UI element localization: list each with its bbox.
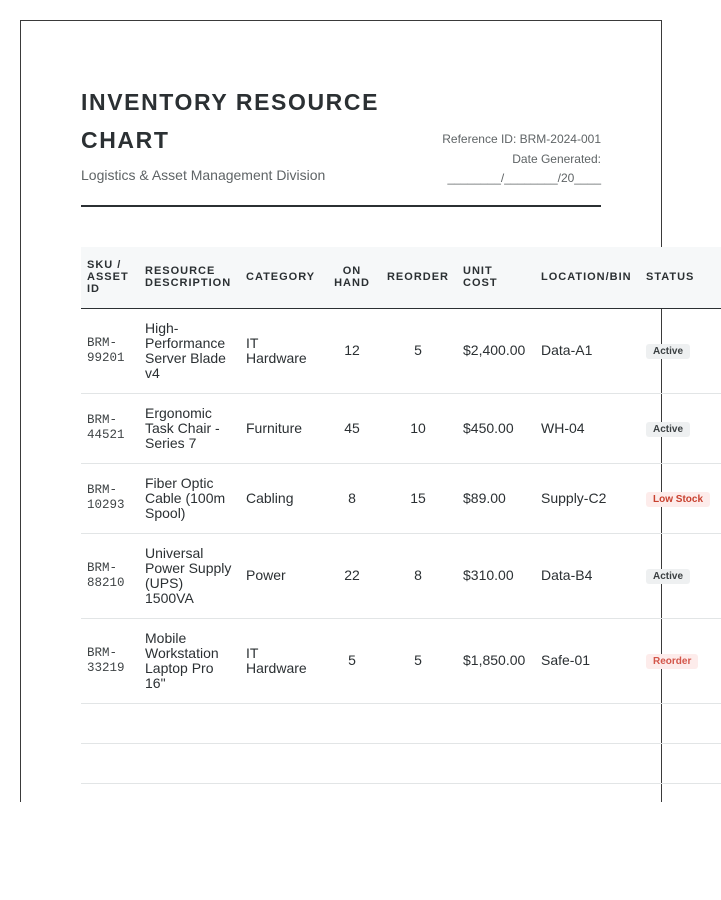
column-header-sku: SKU / ASSET ID bbox=[81, 247, 139, 308]
column-header-location: LOCATION/BIN bbox=[535, 247, 640, 308]
status-cell bbox=[640, 393, 721, 463]
location-cell: Data-B4 bbox=[535, 533, 640, 618]
sku-cell: BRM- 10293 bbox=[81, 463, 139, 533]
table-row bbox=[81, 393, 721, 463]
location-cell: Safe-01 bbox=[535, 618, 640, 703]
description-cell: Universal Power Supply (UPS) 1500VA bbox=[139, 533, 240, 618]
category-cell: IT Hardware bbox=[240, 618, 325, 703]
page-title bbox=[81, 83, 411, 159]
sku-cell: BRM- 88210 bbox=[81, 533, 139, 618]
reorder-cell: 10 bbox=[379, 393, 457, 463]
sku-cell: BRM- 44521 bbox=[81, 393, 139, 463]
on-hand-cell: 45 bbox=[325, 393, 379, 463]
header-divider bbox=[81, 205, 601, 207]
category-cell: Furniture bbox=[240, 393, 325, 463]
category-cell: Cabling bbox=[240, 463, 325, 533]
description-cell: High-Performance Server Blade v4 bbox=[139, 308, 240, 393]
empty-table-row bbox=[81, 743, 721, 783]
column-header-unit-cost: UNIT COST bbox=[457, 247, 535, 308]
title-line-2: CHART bbox=[81, 127, 170, 153]
status-badge: Low Stock bbox=[646, 492, 710, 507]
table-header-row bbox=[81, 247, 721, 308]
category-cell: Power bbox=[240, 533, 325, 618]
on-hand-cell: 8 bbox=[325, 463, 379, 533]
column-header-category: CATEGORY bbox=[240, 247, 325, 308]
on-hand-cell: 22 bbox=[325, 533, 379, 618]
category-cell: IT Hardware bbox=[240, 308, 325, 393]
division-subtitle: Logistics & Asset Management Division bbox=[81, 167, 326, 183]
date-generated-blank: ________/________/20____ bbox=[447, 171, 601, 185]
inventory-table bbox=[81, 247, 721, 784]
location-cell: WH-04 bbox=[535, 393, 640, 463]
column-header-description: RESOURCE DESCRIPTION bbox=[139, 247, 240, 308]
unit-cost-cell: $450.00 bbox=[457, 393, 535, 463]
column-header-status: STATUS bbox=[640, 247, 721, 308]
on-hand-cell: 12 bbox=[325, 308, 379, 393]
sku-cell: BRM- 33219 bbox=[81, 618, 139, 703]
empty-table-row bbox=[81, 703, 721, 743]
status-cell bbox=[640, 463, 721, 533]
status-badge: Active bbox=[646, 569, 690, 584]
document-page bbox=[20, 20, 704, 802]
status-cell bbox=[640, 533, 721, 618]
status-cell bbox=[640, 618, 721, 703]
reorder-cell: 8 bbox=[379, 533, 457, 618]
reference-id: Reference ID: BRM-2024-001 bbox=[442, 132, 601, 146]
unit-cost-cell: $310.00 bbox=[457, 533, 535, 618]
description-cell: Ergonomic Task Chair - Series 7 bbox=[139, 393, 240, 463]
location-cell: Supply-C2 bbox=[535, 463, 640, 533]
status-badge: Active bbox=[646, 422, 690, 437]
table-row bbox=[81, 533, 721, 618]
location-cell: Data-A1 bbox=[535, 308, 640, 393]
table-row bbox=[81, 618, 721, 703]
document-meta bbox=[442, 130, 601, 189]
status-cell bbox=[640, 308, 721, 393]
title-line-1: INVENTORY RESOURCE bbox=[81, 89, 380, 115]
status-badge: Active bbox=[646, 344, 690, 359]
date-generated-label: Date Generated: bbox=[512, 151, 601, 166]
table-row bbox=[81, 308, 721, 393]
column-header-reorder: REORDER bbox=[379, 247, 457, 308]
column-header-on-hand: ON HAND bbox=[325, 247, 379, 308]
reorder-cell: 15 bbox=[379, 463, 457, 533]
sku-cell: BRM- 99201 bbox=[81, 308, 139, 393]
status-badge: Reorder bbox=[646, 654, 698, 669]
description-cell: Fiber Optic Cable (100m Spool) bbox=[139, 463, 240, 533]
description-cell: Mobile Workstation Laptop Pro 16" bbox=[139, 618, 240, 703]
reorder-cell: 5 bbox=[379, 308, 457, 393]
unit-cost-cell: $2,400.00 bbox=[457, 308, 535, 393]
unit-cost-cell: $89.00 bbox=[457, 463, 535, 533]
unit-cost-cell: $1,850.00 bbox=[457, 618, 535, 703]
on-hand-cell: 5 bbox=[325, 618, 379, 703]
table-row bbox=[81, 463, 721, 533]
reorder-cell: 5 bbox=[379, 618, 457, 703]
